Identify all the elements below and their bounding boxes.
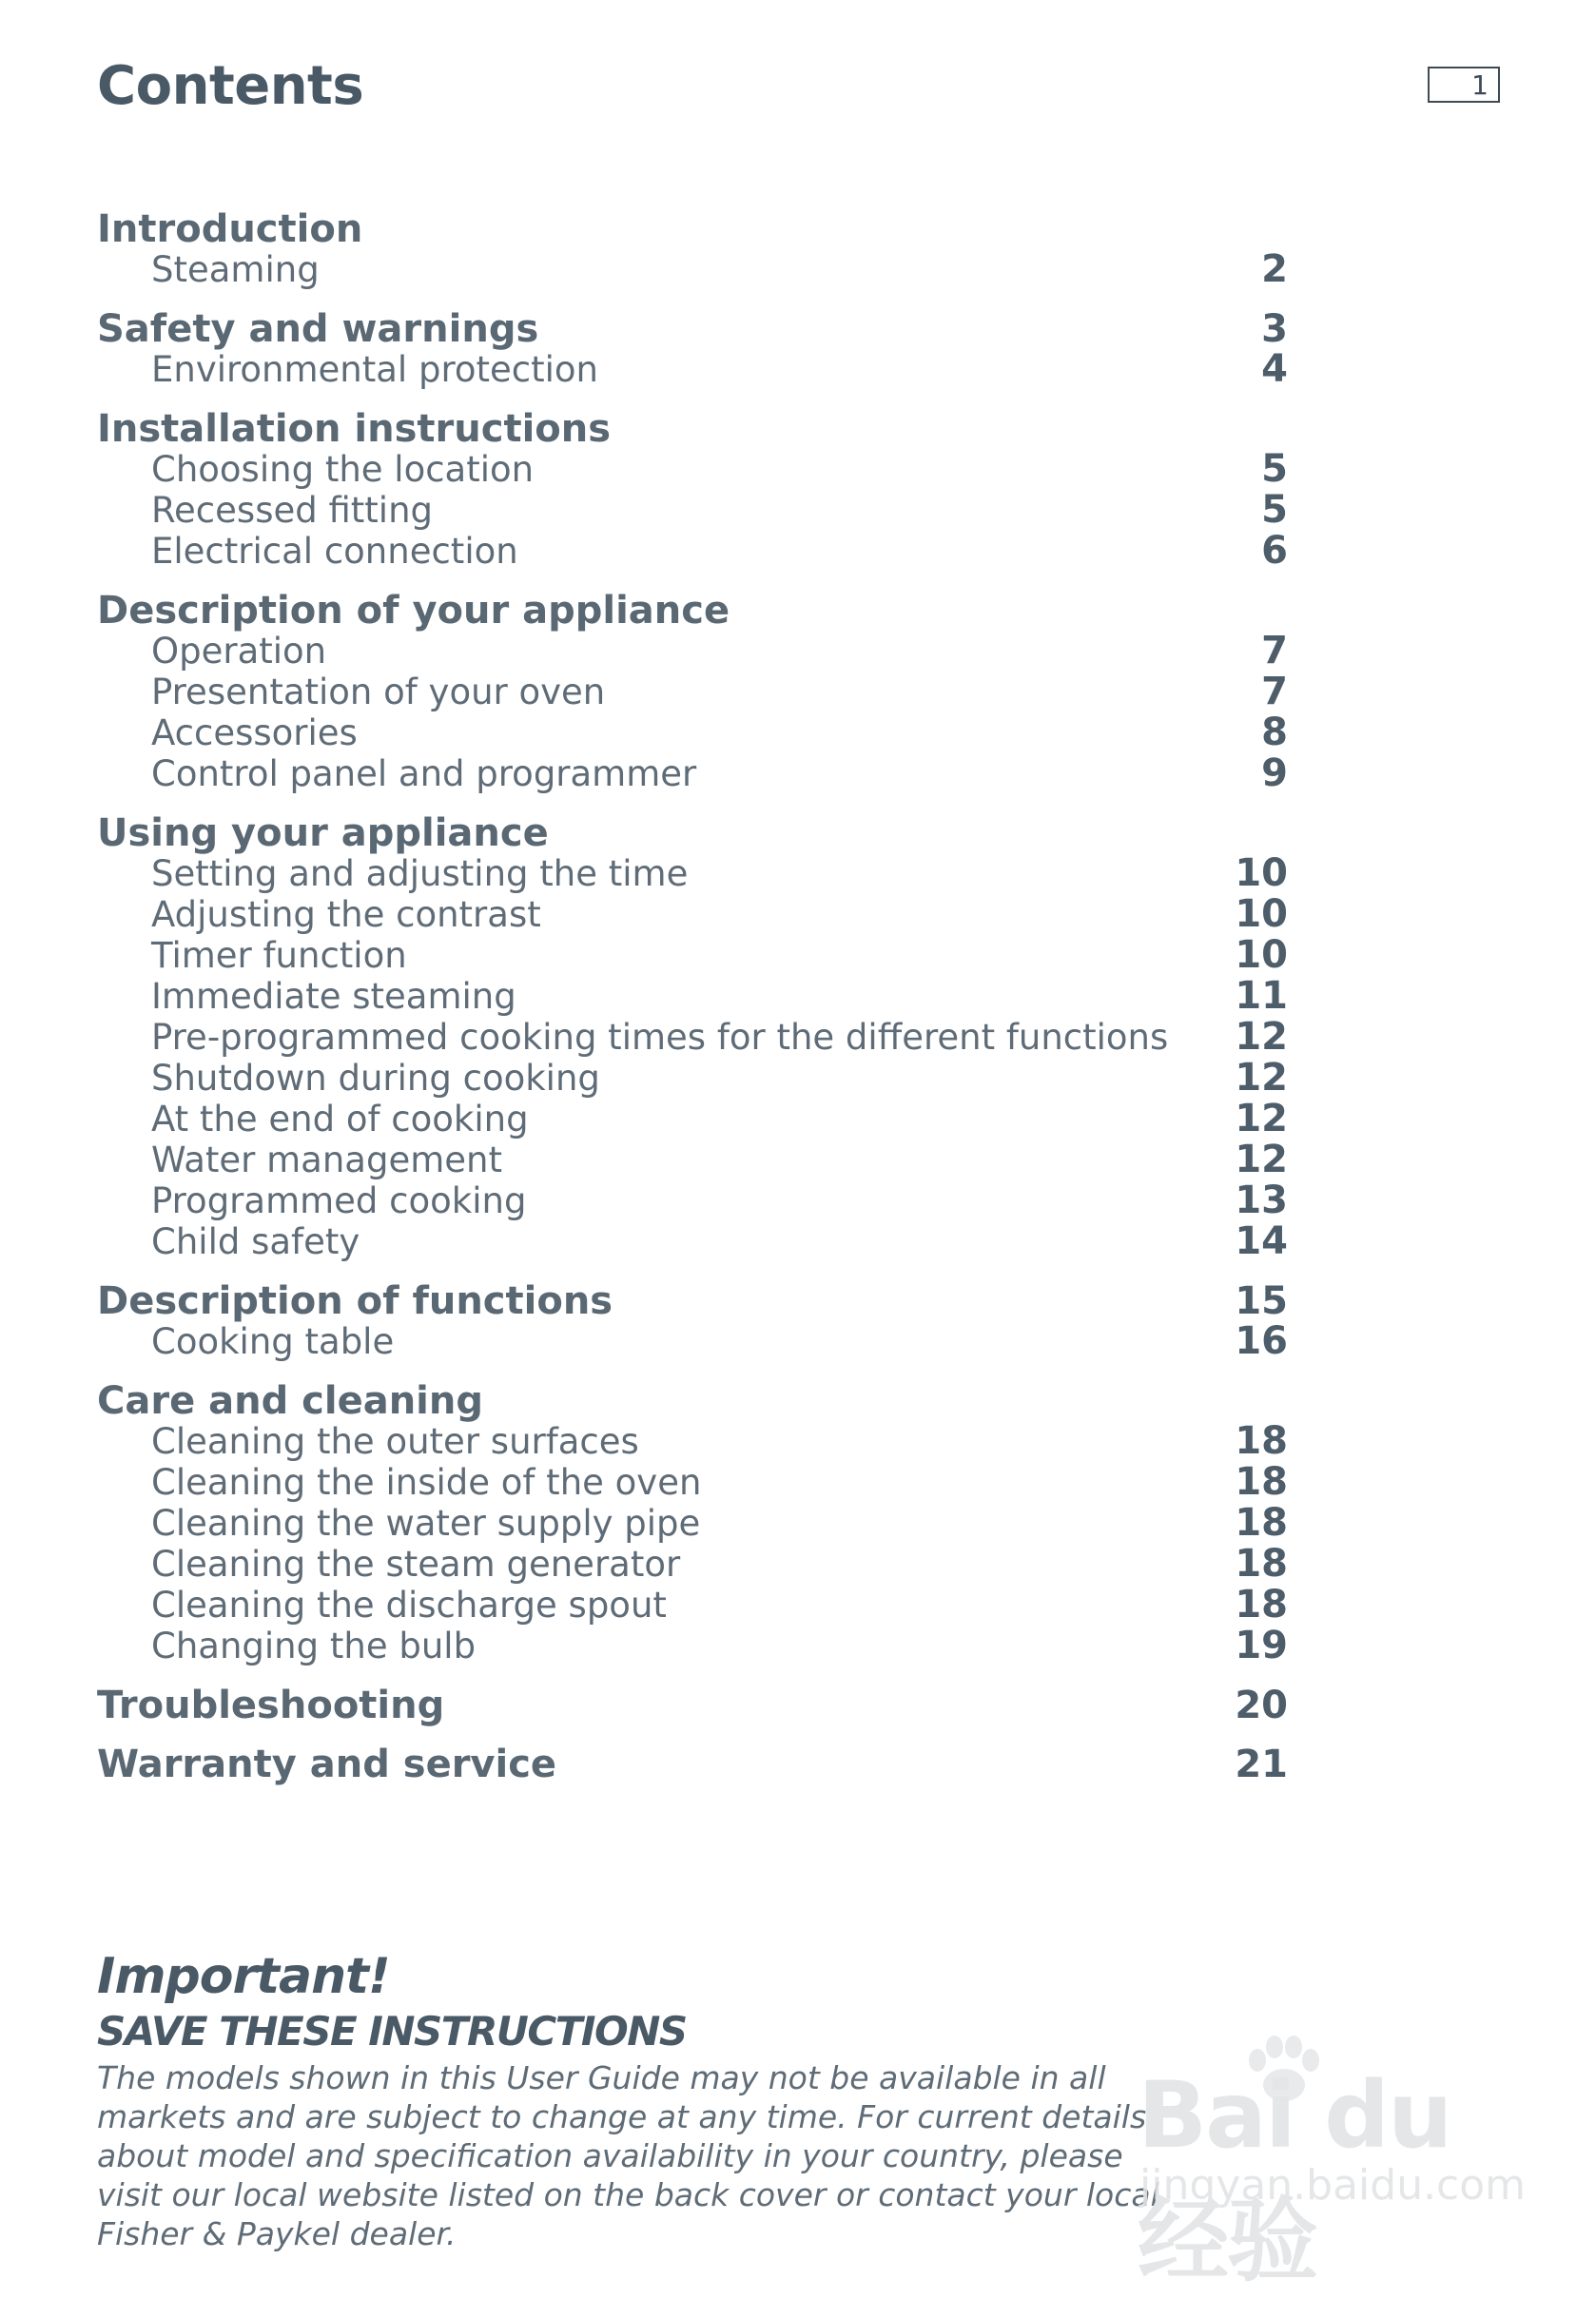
baidu-watermark: [1138, 2036, 1527, 2294]
toc-item-label: Adjusting the contrast: [151, 894, 541, 935]
toc-item[interactable]: [97, 935, 1288, 976]
toc-item-page: 18: [1235, 1542, 1288, 1586]
toc-item-page: 16: [1235, 1319, 1288, 1363]
page-number: 1: [1428, 67, 1500, 103]
toc-item[interactable]: [97, 1221, 1288, 1262]
toc-heading[interactable]: [97, 1744, 1288, 1784]
toc-item[interactable]: [97, 1017, 1288, 1058]
important-body: The models shown in this User Guide may not be available in all markets and are subject to change at any time. For current details about model and specification availability in your country, please visit our local website listed on the back cover or contact your local Fisher & Paykel dealer.: [97, 2059, 1159, 2252]
toc-item-page: 4: [1261, 347, 1288, 391]
toc-heading-page: 20: [1235, 1684, 1288, 1727]
toc-item-label: Cleaning the inside of the oven: [151, 1462, 702, 1503]
toc-item[interactable]: [97, 249, 1288, 290]
toc-item-page: 12: [1235, 1097, 1288, 1140]
toc-section: [97, 409, 1288, 572]
toc-item-label: Presentation of your oven: [151, 672, 606, 712]
toc-item[interactable]: [97, 753, 1288, 794]
toc-item-page: 12: [1235, 1056, 1288, 1100]
important-title: Important!: [97, 1948, 390, 2005]
toc-item-page: 18: [1235, 1460, 1288, 1504]
toc-item[interactable]: [97, 531, 1288, 572]
toc-item-label: Choosing the location: [151, 449, 535, 490]
toc-item-page: 12: [1235, 1015, 1288, 1059]
toc-item-page: 11: [1235, 974, 1288, 1018]
toc-item-page: 10: [1235, 933, 1288, 977]
toc-item-page: 19: [1235, 1624, 1288, 1667]
toc-item[interactable]: [97, 853, 1288, 894]
toc-heading[interactable]: [97, 1281, 1288, 1321]
toc-item[interactable]: [97, 449, 1288, 490]
toc-heading-label: Using your appliance: [97, 811, 549, 855]
toc-heading[interactable]: [97, 209, 1288, 249]
toc-item[interactable]: [97, 1421, 1288, 1462]
watermark-url: jingyan.baidu.com: [1139, 2161, 1527, 2210]
toc-item-label: Cooking table: [151, 1321, 395, 1362]
toc-item[interactable]: [97, 894, 1288, 935]
toc-item-page: 10: [1235, 892, 1288, 936]
toc-item-label: Timer function: [151, 935, 407, 976]
toc-item[interactable]: [97, 1503, 1288, 1544]
toc-section: [97, 1281, 1288, 1362]
toc-item[interactable]: [97, 1544, 1288, 1585]
toc-heading-label: Troubleshooting: [97, 1684, 445, 1727]
toc-item-label: Cleaning the water supply pipe: [151, 1503, 701, 1544]
toc-item-page: 7: [1261, 670, 1288, 713]
toc-item[interactable]: [97, 1585, 1288, 1626]
toc-item-label: Environmental protection: [151, 349, 598, 390]
toc-section: [97, 309, 1288, 390]
toc-item[interactable]: [97, 631, 1288, 672]
table-of-contents: [97, 209, 1288, 1803]
toc-heading-label: Safety and warnings: [97, 307, 539, 351]
toc-section: [97, 1744, 1288, 1784]
toc-item[interactable]: [97, 490, 1288, 531]
toc-item[interactable]: [97, 672, 1288, 712]
toc-item-page: 8: [1261, 711, 1288, 754]
toc-item[interactable]: [97, 1140, 1288, 1180]
toc-item-label: Cleaning the outer surfaces: [151, 1421, 639, 1462]
toc-item-page: 14: [1235, 1219, 1288, 1263]
toc-item-label: Electrical connection: [151, 531, 518, 572]
toc-item-label: Child safety: [151, 1221, 360, 1262]
toc-heading[interactable]: [97, 309, 1288, 349]
toc-item[interactable]: [97, 1058, 1288, 1099]
toc-item-page: 13: [1235, 1179, 1288, 1222]
toc-item-page: 10: [1235, 851, 1288, 895]
toc-item-page: 12: [1235, 1138, 1288, 1181]
toc-heading-page: 3: [1261, 307, 1288, 351]
toc-section: [97, 1381, 1288, 1666]
toc-item[interactable]: [97, 1180, 1288, 1221]
toc-heading-label: Description of functions: [97, 1279, 613, 1323]
toc-heading-page: 15: [1235, 1279, 1288, 1323]
toc-item-label: Water management: [151, 1140, 502, 1180]
toc-item-page: 6: [1261, 529, 1288, 573]
toc-section: [97, 209, 1288, 290]
toc-item[interactable]: [97, 1321, 1288, 1362]
toc-item[interactable]: [97, 1462, 1288, 1503]
toc-item-page: 5: [1261, 488, 1288, 532]
toc-item[interactable]: [97, 712, 1288, 753]
toc-heading-label: Introduction: [97, 207, 363, 251]
toc-item-page: 18: [1235, 1419, 1288, 1463]
toc-item-label: Changing the bulb: [151, 1626, 477, 1666]
toc-heading-page: 21: [1235, 1743, 1288, 1786]
toc-item-label: Operation: [151, 631, 327, 672]
toc-item-page: 5: [1261, 447, 1288, 491]
toc-item-label: Immediate steaming: [151, 976, 516, 1017]
toc-item[interactable]: [97, 349, 1288, 390]
toc-item-page: 7: [1261, 629, 1288, 672]
toc-heading-label: Care and cleaning: [97, 1379, 483, 1423]
toc-item-label: Cleaning the discharge spout: [151, 1585, 667, 1626]
toc-item-label: At the end of cooking: [151, 1099, 529, 1140]
page-title: Contents: [97, 55, 364, 117]
toc-heading-label: Description of your appliance: [97, 589, 730, 633]
toc-section: [97, 813, 1288, 1262]
toc-item-label: Recessed fitting: [151, 490, 434, 531]
toc-section: [97, 591, 1288, 794]
toc-heading-label: Installation instructions: [97, 407, 612, 451]
watermark-brand: Bai du 经验: [1138, 2062, 1451, 2294]
toc-item-page: 9: [1261, 751, 1288, 795]
toc-section: [97, 1685, 1288, 1725]
toc-heading[interactable]: [97, 1685, 1288, 1725]
toc-item-page: 18: [1235, 1583, 1288, 1627]
toc-heading-label: Warranty and service: [97, 1743, 557, 1786]
toc-item-label: Setting and adjusting the time: [151, 853, 689, 894]
toc-item-page: 18: [1235, 1501, 1288, 1545]
toc-item[interactable]: [97, 1099, 1288, 1140]
toc-item-label: Cleaning the steam generator: [151, 1544, 681, 1585]
toc-item[interactable]: [97, 1626, 1288, 1666]
important-subtitle: SAVE THESE INSTRUCTIONS: [97, 2008, 687, 2055]
toc-item-label: Programmed cooking: [151, 1180, 527, 1221]
toc-item-label: Steaming: [151, 249, 320, 290]
toc-item-label: Accessories: [151, 712, 358, 753]
toc-heading[interactable]: [97, 409, 1288, 449]
toc-item-label: Control panel and programmer: [151, 753, 697, 794]
toc-item-label: Pre-programmed cooking times for the different functions: [151, 1017, 1169, 1058]
toc-heading[interactable]: [97, 813, 1288, 853]
toc-heading[interactable]: [97, 591, 1288, 631]
important-notice: [97, 1948, 1191, 2253]
toc-item[interactable]: [97, 976, 1288, 1017]
toc-item-label: Shutdown during cooking: [151, 1058, 600, 1099]
toc-heading[interactable]: [97, 1381, 1288, 1421]
toc-item-page: 2: [1261, 247, 1288, 291]
